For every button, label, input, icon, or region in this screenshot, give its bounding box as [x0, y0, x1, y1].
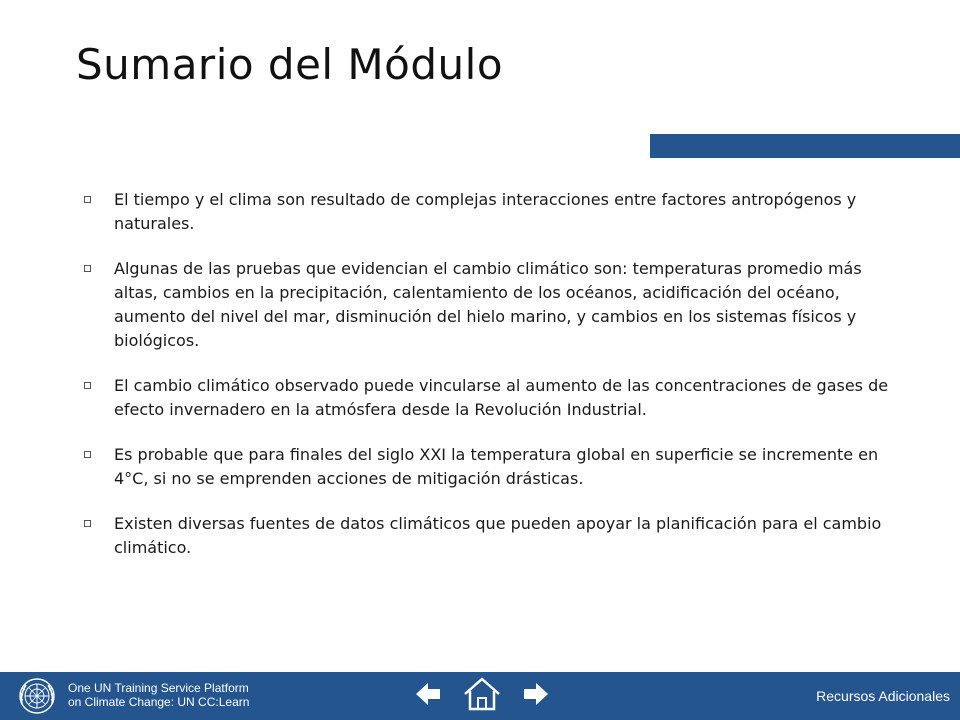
bullet-item	[84, 188, 904, 236]
square-bullet-icon	[84, 520, 91, 527]
home-icon	[462, 676, 502, 716]
home-button[interactable]	[458, 672, 506, 720]
bullet-list	[84, 188, 904, 581]
bullet-item	[84, 512, 904, 560]
bullet-item	[84, 257, 904, 353]
back-button[interactable]	[408, 672, 448, 720]
platform-line-2: on Climate Change: UN CC:Learn	[68, 695, 250, 709]
forward-button[interactable]	[516, 672, 556, 720]
arrow-left-icon	[414, 680, 442, 712]
bullet-item	[84, 374, 904, 422]
title-accent-bar	[650, 134, 960, 158]
square-bullet-icon	[84, 265, 91, 272]
bullet-text: El tiempo y el clima son resultado de complejas interacciones entre factores antropógenos y naturales.	[114, 190, 857, 233]
bullet-text: Es probable que para finales del siglo XXI la temperatura global en superficie se incremente en 4°C, si no se emprenden acciones de mitigación drásticas.	[114, 445, 879, 488]
resources-link[interactable]: Recursos Adicionales	[816, 688, 950, 704]
bullet-text: Existen diversas fuentes de datos climáticos que pueden apoyar la planificación para el cambio climático.	[114, 514, 882, 557]
bullet-text: El cambio climático observado puede vincularse al aumento de las concentraciones de gases de efecto invernadero en la atmósfera desde la Revolución Industrial.	[114, 376, 889, 419]
square-bullet-icon	[84, 196, 91, 203]
arrow-right-icon	[522, 680, 550, 712]
un-emblem-icon	[17, 676, 57, 716]
platform-line-1: One UN Training Service Platform	[68, 681, 249, 695]
square-bullet-icon	[84, 382, 91, 389]
bullet-item	[84, 443, 904, 491]
footer-bar	[0, 672, 960, 720]
bullet-text: Algunas de las pruebas que evidencian el cambio climático son: temperaturas promedio más altas, cambios en la precipitación, calentamiento de los océanos, acidificación del océano, aumento del nivel del mar, disminución del hielo marino, y cambios en los sistemas físicos y biológicos.	[114, 259, 862, 350]
platform-name	[68, 681, 249, 709]
slide-title: Sumario del Módulo	[76, 40, 504, 89]
square-bullet-icon	[84, 451, 91, 458]
